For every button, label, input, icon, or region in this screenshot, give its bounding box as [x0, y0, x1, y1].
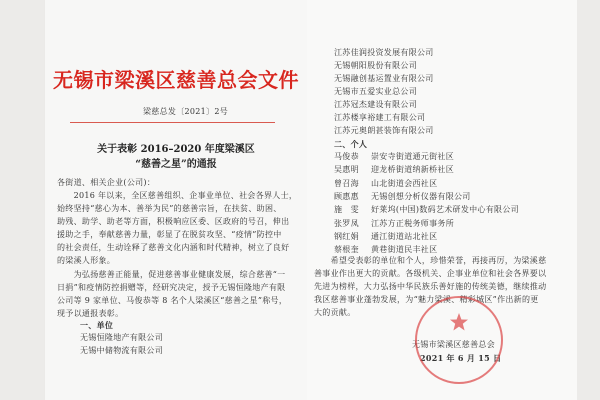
individual-org: 迎龙桥街道纳新桥社区 — [371, 165, 454, 175]
individual-name: 曾召海 — [334, 178, 359, 188]
body-line: 援助之手，奉献慈善力量，彰显了在脱贫攻坚、“疫情”防控中 — [57, 230, 282, 239]
body-line: 公司等 9 家单位、马俊恭等 8 名个人梁溪区“慈善之星”称号， — [57, 296, 288, 305]
unit-item: 江苏冠杰建设有限公司 — [334, 100, 417, 109]
unit-item: 无锡恒隆地产有限公司 — [80, 333, 163, 342]
official-seal — [415, 296, 503, 384]
unit-item: 江苏元奥朗甚装饰有限公司 — [334, 126, 434, 135]
section-units-title: 一、单位 — [80, 320, 114, 330]
individual-org: 崇安寺街道通元街社区 — [371, 152, 454, 161]
individual-name: 钢红娟 — [334, 231, 359, 241]
document-title: 无锡市梁溪区慈善总会文件 — [53, 68, 299, 92]
closing-line: 先进为榜样，大力弘扬中华民族乐善好施的传统美德，继续推动 — [314, 282, 547, 291]
body-line: 始终坚持“慈心为本、善举为民”的慈善宗旨，在扶贫、助困、 — [57, 204, 282, 213]
unit-item: 无锡朝阳股份有限公司 — [334, 61, 417, 70]
body-line: 现予以通报表彰。 — [57, 309, 124, 318]
body-line: 助残、助学、助老等方面，积极响应区委、区政府的号召，伸出 — [57, 217, 290, 226]
body-line: 2016 年以来，全区慈善组织、企事业单位、社会各界人士， — [57, 191, 298, 200]
date: 2021 年 6 月 15 日 — [420, 353, 502, 363]
section-individuals-title: 二、个人 — [334, 139, 368, 149]
individual-name: 顾惠惠 — [334, 191, 359, 201]
document-number: 梁慈总发〔2021〕2号 — [143, 107, 229, 116]
body-line: 日捐”和疫情防控捐赠等，经研究决定，授予无锡恒隆地产有限 — [57, 283, 286, 292]
individual-name: 张罗凤 — [334, 218, 359, 228]
closing-line: 我区慈善事业蓬勃发展，为“魅力梁溪、精彩城区”作出新的更 — [314, 295, 539, 304]
unit-item: 江苏楼享裕建工有限公司 — [334, 113, 426, 122]
left-page — [45, 0, 307, 400]
heading-line-2: “慈善之星”的通报 — [135, 159, 217, 170]
unit-item: 无锡市五爱实业总公司 — [334, 87, 417, 96]
unit-item: 无锡中储物流有限公司 — [80, 346, 163, 355]
body-line: 为弘扬慈善正能量，促进慈善事业健康发展，综合慈善“一 — [57, 270, 286, 279]
individual-org: 山北街道会西社区 — [371, 178, 438, 188]
body-line: 的社会责任，生动诠释了慈善文化内涵和时代精神，树立了良好 — [57, 243, 290, 252]
red-divider — [70, 122, 275, 123]
unit-item: 无锡融创基运置业有限公司 — [334, 74, 434, 83]
individual-org: 黄巷街道民丰社区 — [371, 245, 438, 255]
heading-line-1: 关于表彰 2016–2020 年度梁溪区 — [97, 144, 255, 155]
individual-name: 吴惠明 — [334, 165, 359, 175]
individual-name: 施 雯 — [334, 205, 359, 215]
closing-line: 希望受表彰的单位和个人，珍惜荣誉，再接再厉，为梁溪慈 — [314, 256, 547, 265]
individual-name: 马俊恭 — [334, 152, 359, 161]
body-line: 的梁溪人形象。 — [57, 256, 116, 265]
signature: 无锡市梁溪区慈善总会 — [412, 340, 495, 349]
individual-org: 好莱坞(中国)数码艺术研发中心有限公司 — [371, 205, 519, 215]
individual-org: 无锡创想分析仪器有限公司 — [371, 191, 471, 201]
seal-star-icon — [449, 312, 469, 332]
salutation: 各街道、相关企业(公司)： — [57, 178, 156, 187]
individual-org: 江苏方正税务师事务所 — [371, 218, 454, 228]
individual-name: 蔡根奎 — [334, 245, 359, 255]
unit-item: 江苏佳润投资发展有限公司 — [334, 48, 434, 57]
closing-line: 善事业作出更大的贡献。各级机关、企事业单位和社会各界要以 — [314, 269, 547, 278]
individual-org: 通江街道站北社区 — [371, 231, 438, 241]
closing-line: 大的贡献。 — [314, 308, 356, 317]
